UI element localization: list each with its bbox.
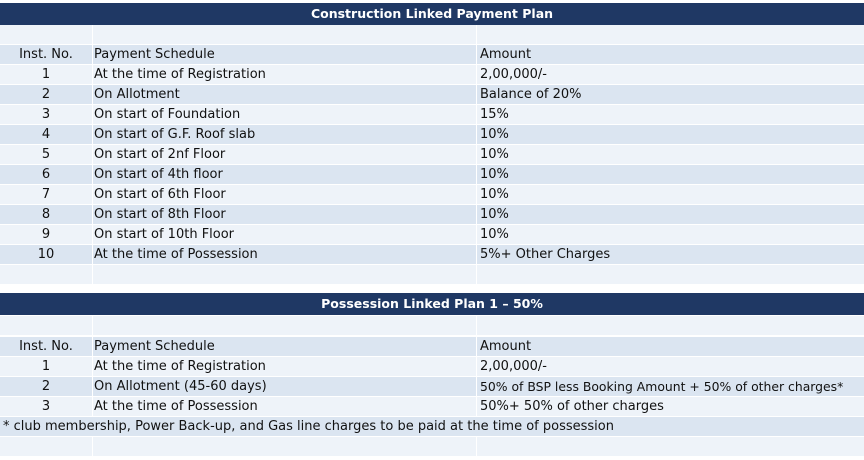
payment-schedule: At the time of Possession <box>94 399 258 414</box>
footnote: * club membership, Power Back-up, and Gas line charges to be paid at the time of possession <box>3 419 614 434</box>
inst-no: 10 <box>37 247 55 262</box>
payment-schedule: On start of 4th floor <box>94 167 223 182</box>
inst-no-header: Inst. No. <box>19 47 73 62</box>
payment-schedule-header: Payment Schedule <box>94 47 215 62</box>
table-row <box>0 65 864 85</box>
inst-no: 4 <box>41 127 51 142</box>
payment-schedule: At the time of Registration <box>94 359 266 374</box>
table-header-row <box>0 337 864 357</box>
table-row <box>0 165 864 185</box>
table-row <box>0 377 864 397</box>
inst-no: 1 <box>41 359 51 374</box>
inst-no: 3 <box>41 399 51 414</box>
footnote-row <box>0 417 864 437</box>
amount: 50% of BSP less Booking Amount + 50% of other charges* <box>480 379 844 394</box>
table-row <box>0 125 864 145</box>
construction-plan-title: Construction Linked Payment Plan <box>0 3 864 25</box>
possession-plan-title: Possession Linked Plan 1 – 50% <box>0 293 864 315</box>
payment-schedule: On start of 10th Floor <box>94 227 235 242</box>
payment-schedule-header: Payment Schedule <box>94 339 215 354</box>
amount: 15% <box>480 107 509 122</box>
payment-schedule: On start of G.F. Roof slab <box>94 127 256 142</box>
payment-schedule: On Allotment <box>94 87 180 102</box>
inst-no: 6 <box>41 167 51 182</box>
amount: 10% <box>480 207 509 222</box>
inst-no: 5 <box>41 147 51 162</box>
payment-schedule: On Allotment (45-60 days) <box>94 379 267 394</box>
payment-schedule: On start of Foundation <box>94 107 241 122</box>
amount: Balance of 20% <box>480 87 582 102</box>
payment-schedule: On start of 2nf Floor <box>94 147 226 162</box>
table-row <box>0 145 864 165</box>
table-row <box>0 397 864 417</box>
table-row <box>0 85 864 105</box>
amount: 10% <box>480 147 509 162</box>
table-row <box>0 205 864 225</box>
payment-schedule: At the time of Registration <box>94 67 266 82</box>
table-row <box>0 357 864 377</box>
inst-no: 9 <box>41 227 51 242</box>
amount: 10% <box>480 227 509 242</box>
amount: 10% <box>480 187 509 202</box>
payment-schedule: At the time of Possession <box>94 247 258 262</box>
inst-no: 3 <box>41 107 51 122</box>
inst-no: 7 <box>41 187 51 202</box>
table-row <box>0 105 864 125</box>
payment-schedule: On start of 6th Floor <box>94 187 226 202</box>
inst-no: 2 <box>41 379 51 394</box>
inst-no: 2 <box>41 87 51 102</box>
blank-row <box>0 316 864 336</box>
amount: 2,00,000/- <box>480 359 547 374</box>
blank-row <box>0 437 864 457</box>
inst-no-header: Inst. No. <box>19 339 73 354</box>
amount: 5%+ Other Charges <box>480 247 611 262</box>
inst-no: 8 <box>41 207 51 222</box>
inst-no: 1 <box>41 67 51 82</box>
table-row <box>0 245 864 265</box>
payment-schedule: On start of 8th Floor <box>94 207 226 222</box>
amount-header: Amount <box>480 47 532 62</box>
amount: 2,00,000/- <box>480 67 547 82</box>
table-row <box>0 225 864 245</box>
amount: 10% <box>480 167 509 182</box>
blank-row <box>0 265 864 285</box>
table-header-row <box>0 45 864 65</box>
amount: 50%+ 50% of other charges <box>480 399 664 414</box>
amount: 10% <box>480 127 509 142</box>
amount-header: Amount <box>480 339 532 354</box>
table-row <box>0 185 864 205</box>
blank-row <box>0 25 864 45</box>
